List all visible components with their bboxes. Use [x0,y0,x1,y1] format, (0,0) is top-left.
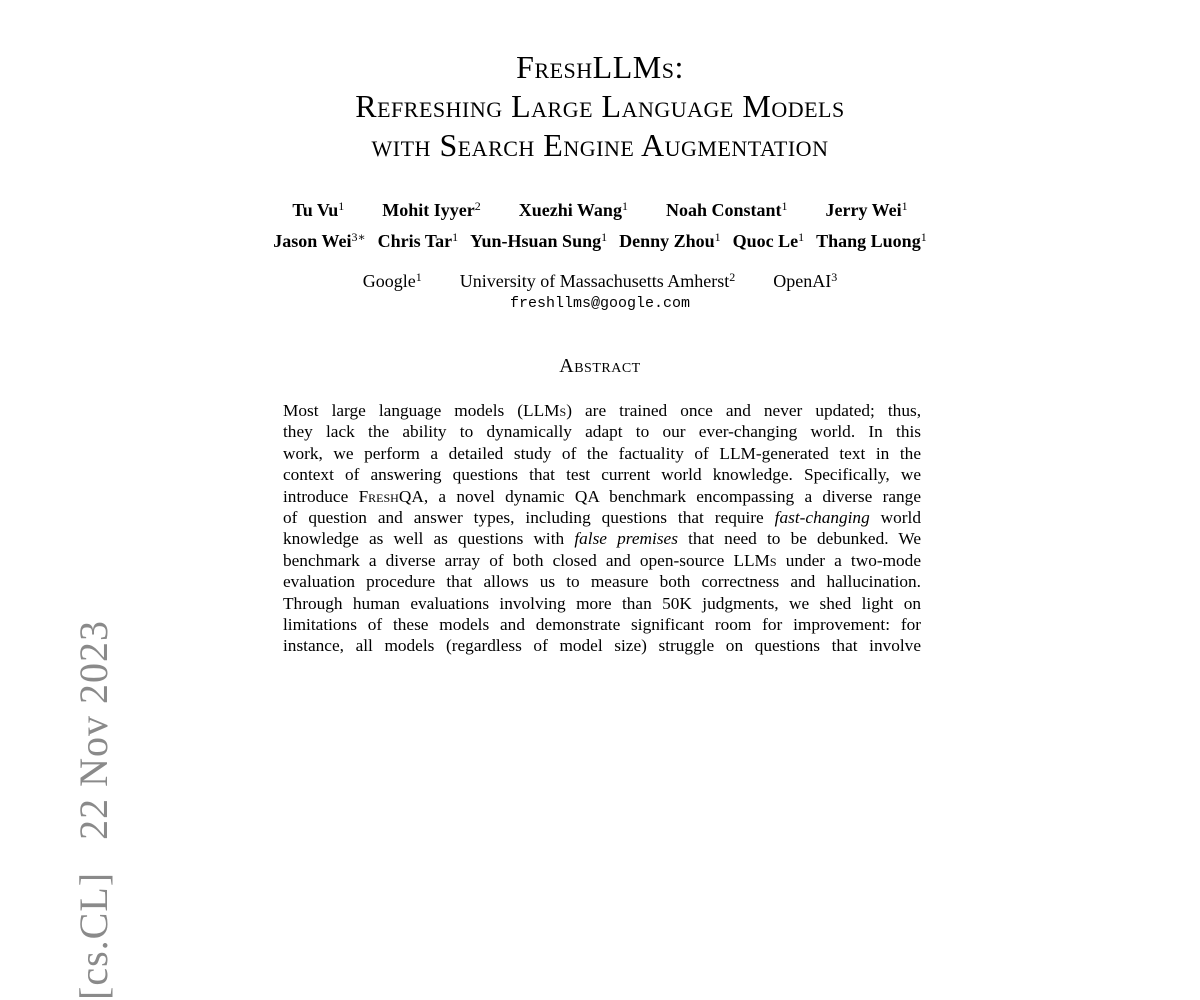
abstract-line: instance, all models (regardless of model size) struggle on questions that involve [283,636,921,656]
author-marker: 1 [338,199,345,213]
abstract-body [283,400,921,657]
author-row-1 [0,200,1200,221]
abstract-line: limitations of these models and demonstrate significant room for improvement: for [283,614,921,634]
small-caps-term: LLMs [523,401,567,420]
author-3 [619,231,721,252]
emphasis: false premises [574,529,678,549]
author-marker: 1 [920,230,927,244]
author-name: Thang Luong [816,231,921,251]
author-name: Jason Wei [273,231,352,251]
small-caps-term: LLMs [733,550,777,570]
abstract-line: they lack the ability to dynamically adapt to our ever-changing world. In this [283,422,921,442]
affiliation-name: OpenAI [773,271,832,291]
author-marker: 1 [798,230,805,244]
small-caps-term: LLM [719,443,756,463]
title-line-3: with Search Engine Augmentation [371,127,829,163]
author-1 [378,231,459,252]
affiliation-0 [363,271,422,292]
author-name: Chris Tar [377,231,453,251]
affiliation-marker: 1 [415,270,422,284]
title-line-2: Refreshing Large Language Models [355,88,845,124]
arxiv-date: 22 Nov 2023 [71,620,116,840]
author-3 [666,200,788,221]
author-marker: 1 [452,230,459,244]
abstract-line: context of answering questions that test current world knowledge. Specifically, we [283,465,921,485]
author-4 [825,200,907,221]
author-marker: 2 [474,199,481,213]
author-name: Noah Constant [665,200,782,220]
author-name: Yun-Hsuan Sung [470,231,602,251]
author-2 [470,231,607,252]
author-0 [292,200,344,221]
affiliation-name: Google [362,271,416,291]
abstract-line: evaluation procedure that allows us to measure both correctness and hallucination. [283,572,921,592]
emphasis: fast-changing [774,507,870,527]
author-marker: 3∗ [351,230,366,244]
author-name: Xuezhi Wang [518,200,622,220]
affiliation-2 [773,271,837,292]
affiliation-marker: 2 [729,270,736,284]
abstract-heading: Abstract [559,355,641,377]
author-marker: 1 [901,199,908,213]
author-name: Jerry Wei [825,200,902,220]
abstract-line: Most large language models (LLMs) are trained once and never updated; thus, [283,401,922,420]
author-name: Quoc Le [732,231,799,251]
paper-title [0,48,1200,165]
author-0 [273,231,365,252]
arxiv-category: [cs.CL] [71,871,116,1000]
small-caps-term: FreshQA [358,486,424,506]
author-name: Mohit Iyyer [382,200,475,220]
affiliation-1 [460,271,735,292]
abstract-line: knowledge as well as questions with false premises that need to be debunked. We [283,529,921,549]
author-marker: 1 [601,230,608,244]
affiliation-marker: 3 [831,270,838,284]
author-1 [382,200,480,221]
contact-email: freshllms@google.com [509,295,691,312]
author-marker: 1 [781,199,788,213]
author-5 [816,231,927,252]
author-marker: 1 [621,199,628,213]
author-name: Tu Vu [292,200,339,220]
abstract-line: work, we perform a detailed study of the factuality of LLM-generated text in the [283,443,921,463]
affiliation-name: University of Massachusetts Amherst [459,271,730,291]
abstract-line: Through human evaluations involving more than 50K judgments, we shed light on [283,593,921,613]
title-line-1: FreshLLMs: [516,49,684,85]
author-marker: 1 [714,230,721,244]
author-row-2 [0,231,1200,252]
abstract-line: introduce FreshQA, a novel dynamic QA benchmark encompassing a diverse range [283,486,921,506]
arxiv-side-stamp [24,300,116,1000]
abstract-line: of question and answer types, including questions that require fast-changing world [283,507,921,527]
author-name: Denny Zhou [619,231,715,251]
abstract-line: benchmark a diverse array of both closed and open-source LLMs under a two-mode [283,550,921,570]
author-2 [519,200,628,221]
author-4 [733,231,805,252]
affiliations [0,271,1200,292]
